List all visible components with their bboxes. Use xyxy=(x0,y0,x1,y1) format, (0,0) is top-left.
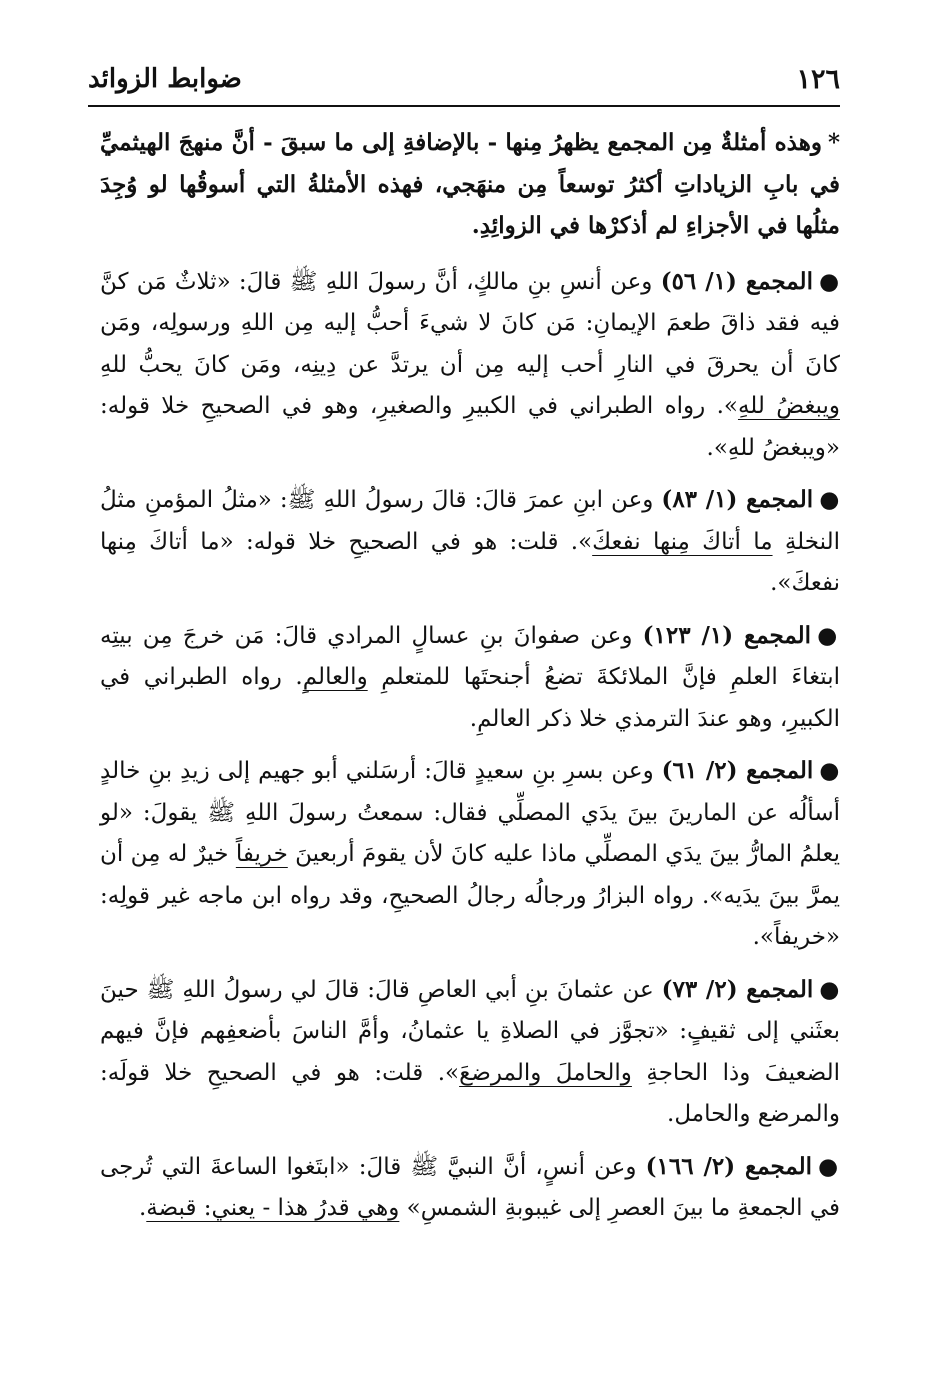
entry-underlined-text: والعالمِ xyxy=(302,664,368,690)
header-rule xyxy=(88,105,840,107)
entry-paragraph-5 xyxy=(100,969,840,1136)
bullet-icon: ● xyxy=(818,267,840,295)
entry-source: المجمع (١/ ١٢٣) xyxy=(642,621,812,649)
entry-text: وعن بسرِ بنِ سعيدٍ قالَ: أرسَلني أبو جهيم إلى زيدِ بنِ خالدٍ أسألُه عن المارينَ بينَ يدَي المصلِّي فقال: سمعتُ رسولَ اللهِ ﷺ يقولَ: «لو يعلمُ المارُّ بينَ يدَي المصلِّي ماذا عليه كانَ لأن يقومَ أربعينَ xyxy=(100,758,840,867)
entry-text: وعن صفوانَ بنِ عسالٍ المرادي قالَ: مَن خرجَ مِن بيتِه ابتغاءَ العلمِ فإنَّ الملائكةَ تضعُ أجنحتَها للمتعلمِ xyxy=(100,622,840,690)
bullet-icon: ● xyxy=(818,1152,840,1180)
entry-text-after: ». قلت: هو في الصحيحِ خلا قولَه: والمرضع والحامل. xyxy=(100,1059,840,1127)
entry-source: المجمع (١/ ٨٣) xyxy=(661,486,814,513)
entry-paragraph-3 xyxy=(100,615,840,741)
entry-text-after: ». رواه الطبراني في الكبيرِ والصغيرِ، وهو في الصحيحِ خلا قوله: «ويبغضُ للهِ». xyxy=(100,393,840,461)
entry-source: المجمع (٢/ ٧٣) xyxy=(661,975,814,1003)
page-number: ١٢٦ xyxy=(796,64,840,95)
entry-text: وعن أنسٍ، أنَّ النبيَّ ﷺ قالَ: «ابتَغوا الساعةَ التي تُرجى في الجمعةِ ما بينَ العصرِ إلى غيبوبةِ الشمسِ» xyxy=(100,1153,840,1221)
entry-text-after: . رواه الطبراني في الكبيرِ، وهو عندَ الترمذي خلا ذكر العالمِ. xyxy=(100,664,840,732)
bullet-icon: ● xyxy=(819,486,840,513)
page-body xyxy=(100,122,840,1240)
bullet-icon: ● xyxy=(819,975,840,1003)
asterisk-marker: * xyxy=(827,129,840,156)
entry-text-after: ». قلت: هو في الصحيحِ خلا قوله: «ما أتاكَ مِنها نفعكَ». xyxy=(100,528,840,596)
page-header xyxy=(88,62,840,106)
entry-underlined-text: والحاملَ والمرضعَ xyxy=(459,1059,632,1086)
entry-paragraph-6 xyxy=(100,1146,840,1230)
entry-text-after: خيرٌ له مِن أن يمرَّ بينَ يدَيه». رواه البزارُ ورجالُه رجالُ الصحيحِ، وقد رواه ابن ماجه غير قولِه: «خريفاً». xyxy=(100,841,840,950)
entry-paragraph-4 xyxy=(100,750,840,959)
bullet-icon: ● xyxy=(819,757,840,784)
bullet-icon: ● xyxy=(817,621,840,649)
entry-source: المجمع (٢/ ٦١) xyxy=(661,757,814,784)
entry-underlined-text: ما أتاكَ مِنها نفعكَ xyxy=(592,528,773,555)
entry-underlined-text: خريفاً xyxy=(235,841,288,867)
entry-underlined-text: ويبغضُ للهِ xyxy=(737,393,840,419)
entry-text: عن عثمانَ بنِ أبي العاصِ قالَ: قالَ لي رسولُ اللهِ ﷺ حينَ بعثَني إلى ثقيفٍ: «تجوَّز في الصلاةِ يا عثمانُ، وأمَّ الناسَ بأضعفِهم فإنَّ فيهم الضعيفَ وذا الحاجةِ xyxy=(100,976,840,1086)
entry-source: المجمع (١/ ٥٦) xyxy=(660,267,813,295)
entry-text: وعن ابنِ عمرَ قالَ: قالَ رسولُ اللهِ ﷺ: «مثلُ المؤمنِ مثلُ النخلةِ xyxy=(100,487,840,555)
entry-text: وعن أنسِ بنِ مالكٍ، أنَّ رسولَ اللهِ ﷺ قالَ: «ثلاثٌ مَن كنَّ فيه فقد ذاقَ طعمَ الإيمانِ: مَن كانَ لا شيءَ أحبُّ إليه مِن اللهِ ورسولِه، ومَن كانَ أن يحرقَ في النارِ أحب إليه مِن أن يرتدَّ عن دِينِه، ومَن كانَ يحبُّ للهِ xyxy=(100,268,840,378)
intro-paragraph xyxy=(100,122,840,247)
entry-text-after: . xyxy=(138,1195,147,1221)
intro-text: وهذه أمثلةٌ مِن المجمع يظهرُ مِنها - بالإضافةِ إلى ما سبقَ - أنَّ منهجَ الهيثميِّ في بابِ الزياداتِ أكثرُ توسعاً مِن منهَجي، فهذه الأمثلةُ التي أسوقُها لو وُجِدَ مثلُها في الأجزاءِ لم أذكرْها في الزوائِدِ. xyxy=(100,129,840,239)
entry-underlined-text: وهي قدرُ هذا - يعني: قبضة xyxy=(146,1195,400,1221)
running-title: ضوابط الزوائد xyxy=(88,64,242,94)
entry-paragraph-2 xyxy=(100,479,840,605)
entry-source: المجمع (٢/ ١٦٦) xyxy=(645,1152,813,1180)
entry-paragraph-1 xyxy=(100,261,840,470)
